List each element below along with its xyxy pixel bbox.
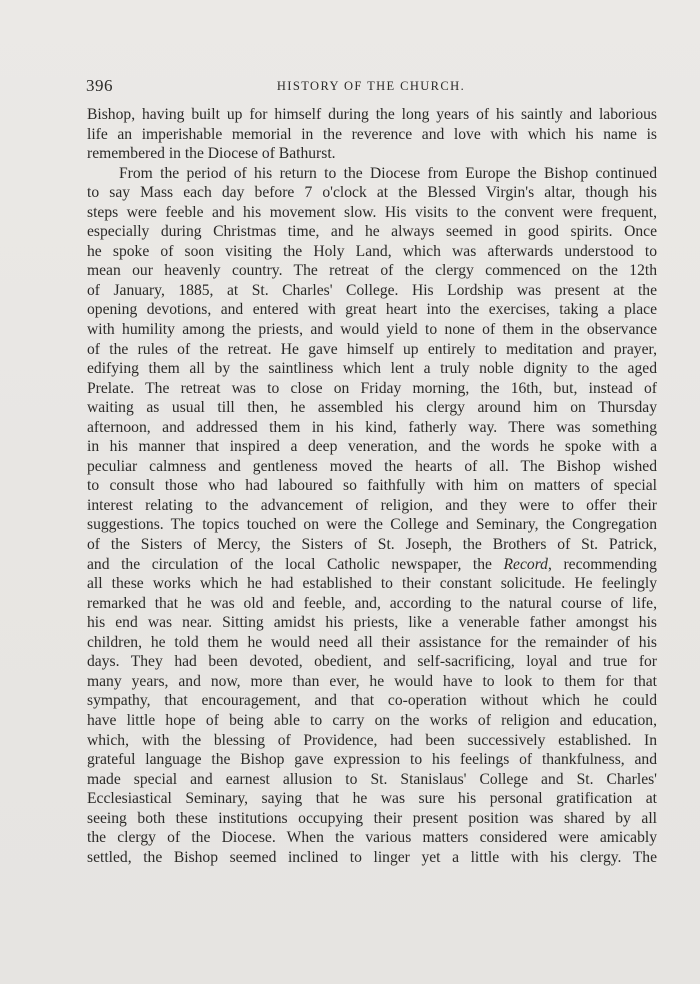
text-line: edifying them all by the saintliness which lent a truly noble dignity to the aged — [87, 360, 657, 378]
text-line: settled, the Bishop seemed inclined to linger yet a little with his clergy. The — [87, 848, 657, 866]
text-line: mean our heavenly country. The retreat of the clergy commenced on the 12th — [87, 262, 657, 280]
text-line: seeing both these institutions occupying their present position was shared by all — [87, 809, 657, 827]
text-line: of January, 1885, at St. Charles' College. His Lordship was present at the — [87, 281, 657, 299]
text-line: many years, and now, more than ever, he would have to look to them for that — [87, 672, 657, 690]
text-line: suggestions. The topics touched on were the College and Seminary, the Congregation — [87, 516, 657, 534]
text-line: with humility among the priests, and would yield to none of them in the observance — [87, 321, 657, 339]
page-header — [86, 76, 656, 98]
text-line: From the period of his return to the Diocese from Europe the Bishop continued — [119, 164, 657, 182]
text-line: waiting as usual till then, he assembled his clergy around him on Thursday — [87, 399, 657, 417]
text-line: have little hope of being able to carry on the works of religion and education, — [87, 711, 657, 729]
text-line: of the rules of the retreat. He gave himself up entirely to meditation and prayer, — [87, 340, 657, 358]
text-line: he spoke of soon visiting the Holy Land, which was afterwards understood to — [87, 242, 657, 260]
text-line: interest relating to the advancement of religion, and they were to offer their — [87, 496, 657, 514]
text-line: in his manner that inspired a deep veneration, and the words he spoke with a — [87, 438, 657, 456]
body-text — [87, 105, 657, 867]
text-line: peculiar calmness and gentleness moved the hearts of all. The Bishop wished — [87, 457, 657, 475]
text-line: remembered in the Diocese of Bathurst. — [87, 145, 336, 163]
text-line: days. They had been devoted, obedient, and self-sacrificing, loyal and true for — [87, 653, 657, 671]
text-line: to say Mass each day before 7 o'clock at the Blessed Virgin's altar, though his — [87, 184, 657, 202]
text-line: made special and earnest allusion to St. Stanislaus' College and St. Charles' — [87, 770, 657, 788]
text-line: steps were feeble and his movement slow. His visits to the convent were frequent, — [87, 203, 657, 221]
text-line: Prelate. The retreat was to close on Friday morning, the 16th, but, instead of — [87, 379, 657, 397]
text-line: remarked that he was old and feeble, and, according to the natural course of life, — [87, 594, 657, 612]
text-line: Ecclesiastical Seminary, saying that he was sure his personal gratification at — [87, 790, 657, 808]
text-line: grateful language the Bishop gave expression to his feelings of thankfulness, and — [87, 751, 657, 769]
text-line: the clergy of the Diocese. When the various matters considered were amicably — [87, 829, 657, 847]
text-line: sympathy, that encouragement, and that co-operation without which he could — [87, 692, 657, 710]
text-line: of the Sisters of Mercy, the Sisters of St. Joseph, the Brothers of St. Patrick, — [87, 536, 657, 554]
text-line: and the circulation of the local Catholic newspaper, the Record, recommending — [87, 555, 657, 573]
text-line: children, he told them he would need all their assistance for the remainder of his — [87, 633, 657, 651]
text-line: afternoon, and addressed them in his kind, fatherly way. There was something — [87, 418, 657, 436]
page-number: 396 — [86, 76, 113, 95]
text-line: Bishop, having built up for himself during the long years of his saintly and laborious — [87, 106, 657, 123]
running-head: HISTORY OF THE CHURCH. — [276, 79, 466, 93]
newspaper-title: Record — [503, 555, 548, 573]
text-line: to consult those who had laboured so faithfully with him on matters of special — [87, 477, 657, 495]
text-line: opening devotions, and entered with great heart into the exercises, taking a place — [87, 301, 657, 319]
text-line: life an imperishable memorial in the reverence and love with which his name is — [87, 125, 657, 143]
text-line: especially during Christmas time, and he always seemed in good spirits. Once — [87, 223, 657, 241]
text-line: which, with the blessing of Providence, had been successively established. In — [87, 731, 657, 749]
text-line: his end was near. Sitting amidst his priests, like a venerable father amongst his — [87, 614, 657, 632]
text-line: all these works which he had established to their constant solicitude. He feelingly — [87, 575, 657, 593]
